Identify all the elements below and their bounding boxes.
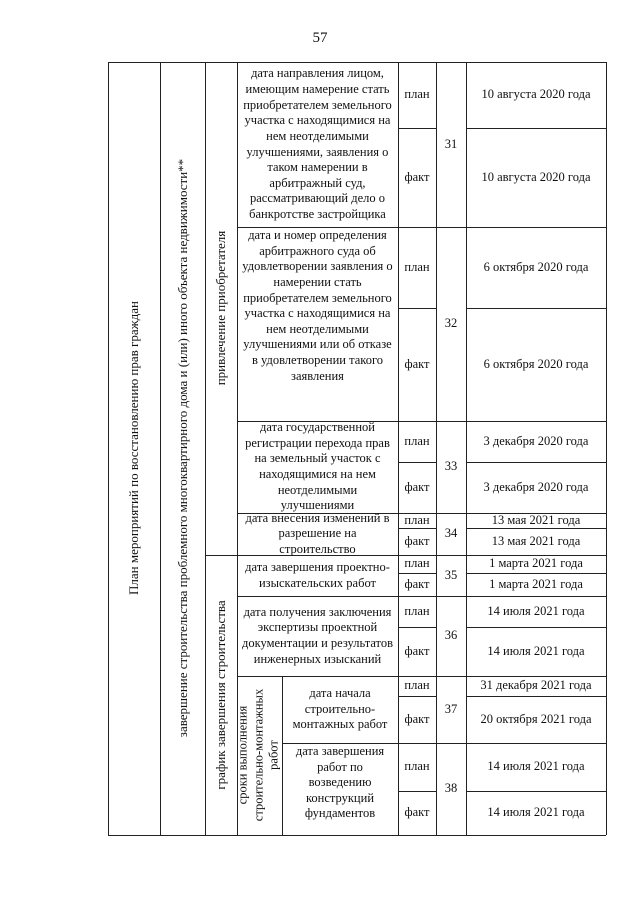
row-33-plan-date: 3 декабря 2020 года <box>483 433 589 448</box>
row-38-plan-label: план <box>404 759 430 774</box>
row-37-desc: дата начала строительно-монтажных работ <box>292 686 388 732</box>
row-36-number: 36 <box>444 628 458 643</box>
row-35-plan-label: план <box>404 556 430 571</box>
row-34-plan-label: план <box>404 512 430 527</box>
acquirer-label: привлечение приобретателя <box>213 230 228 386</box>
page-number: 57 <box>312 30 328 46</box>
row-34-fact-label: факт <box>404 533 430 548</box>
row-32-number: 32 <box>444 316 458 331</box>
row-36-fact-date: 14 июля 2021 года <box>487 643 585 658</box>
smr-terms-label: сроки выполнения строительно-монтажных работ <box>235 688 281 822</box>
row-34-fact-date: 13 мая 2021 года <box>491 533 581 548</box>
row-36-plan-label: план <box>404 603 430 618</box>
row-31-desc: дата направления лицом, имеющим намерение стать приобретателем земельного участка с находящимися на нем неотделимыми улучшениями, заявления о таком намерении в арбитражный суд, рассматривающий дело о банкротстве застройщика <box>243 66 392 221</box>
row-37-number: 37 <box>444 701 458 716</box>
row-34-number: 34 <box>444 526 458 541</box>
row-31-fact-date: 10 августа 2020 года <box>481 169 591 184</box>
row-33-fact-label: факт <box>404 479 430 494</box>
row-38-plan-date: 14 июля 2021 года <box>487 759 585 774</box>
row-35-desc: дата завершения проектно-изыскательских работ <box>245 559 390 590</box>
row-33-number: 33 <box>444 459 458 474</box>
row-31-plan-date: 10 августа 2020 года <box>481 87 591 102</box>
row-37-fact-label: факт <box>404 711 430 726</box>
row-35-fact-label: факт <box>404 576 430 591</box>
row-37-plan-date: 31 декабря 2021 года <box>480 678 592 693</box>
row-31-fact-label: факт <box>404 169 430 184</box>
row-36-desc: дата получения заключения экспертизы проектной документации и результатов инженерных изысканий <box>242 604 393 666</box>
row-32-plan-label: план <box>404 259 430 274</box>
row-36-plan-date: 14 июля 2021 года <box>487 603 585 618</box>
completion-label: завершение строительства проблемного многоквартирного дома и (или) иного объекта недвижимости** <box>175 158 190 738</box>
row-31-plan-label: план <box>404 87 430 102</box>
row-32-plan-date: 6 октября 2020 года <box>483 259 589 274</box>
row-31-number: 31 <box>444 136 458 151</box>
row-38-fact-date: 14 июля 2021 года <box>487 805 585 820</box>
plan-label: План мероприятий по восстановлению прав граждан <box>126 301 141 595</box>
row-35-plan-date: 1 марта 2021 года <box>489 556 583 571</box>
row-38-number: 38 <box>444 781 458 796</box>
row-34-desc: дата внесения изменений в разрешение на строительство <box>245 510 390 556</box>
schedule-label: график завершения строительства <box>213 600 228 790</box>
row-38-fact-label: факт <box>404 805 430 820</box>
row-36-fact-label: факт <box>404 643 430 658</box>
row-32-fact-date: 6 октября 2020 года <box>483 356 589 371</box>
row-33-desc: дата государственной регистрации перехода прав на земельный участок с находящимися на нем неотделимыми улучшениями <box>245 420 390 513</box>
row-34-plan-date: 13 мая 2021 года <box>491 512 581 527</box>
row-33-plan-label: план <box>404 433 430 448</box>
row-35-fact-date: 1 марта 2021 года <box>489 576 583 591</box>
row-35-number: 35 <box>444 567 458 582</box>
row-33-fact-date: 3 декабря 2020 года <box>483 479 589 494</box>
row-37-fact-date: 20 октября 2021 года <box>480 711 592 726</box>
row-32-desc: дата и номер определения арбитражного суда об удовлетворении заявления о намерении стать приобретателем земельного участка с находящимися на нем неотделимыми улучшениями или об отказе в удовлетворении такого заявления <box>242 228 393 383</box>
row-38-desc: дата завершения работ по возведению конструкций фундаментов <box>295 743 385 821</box>
row-32-fact-label: факт <box>404 356 430 371</box>
row-37-plan-label: план <box>404 678 430 693</box>
